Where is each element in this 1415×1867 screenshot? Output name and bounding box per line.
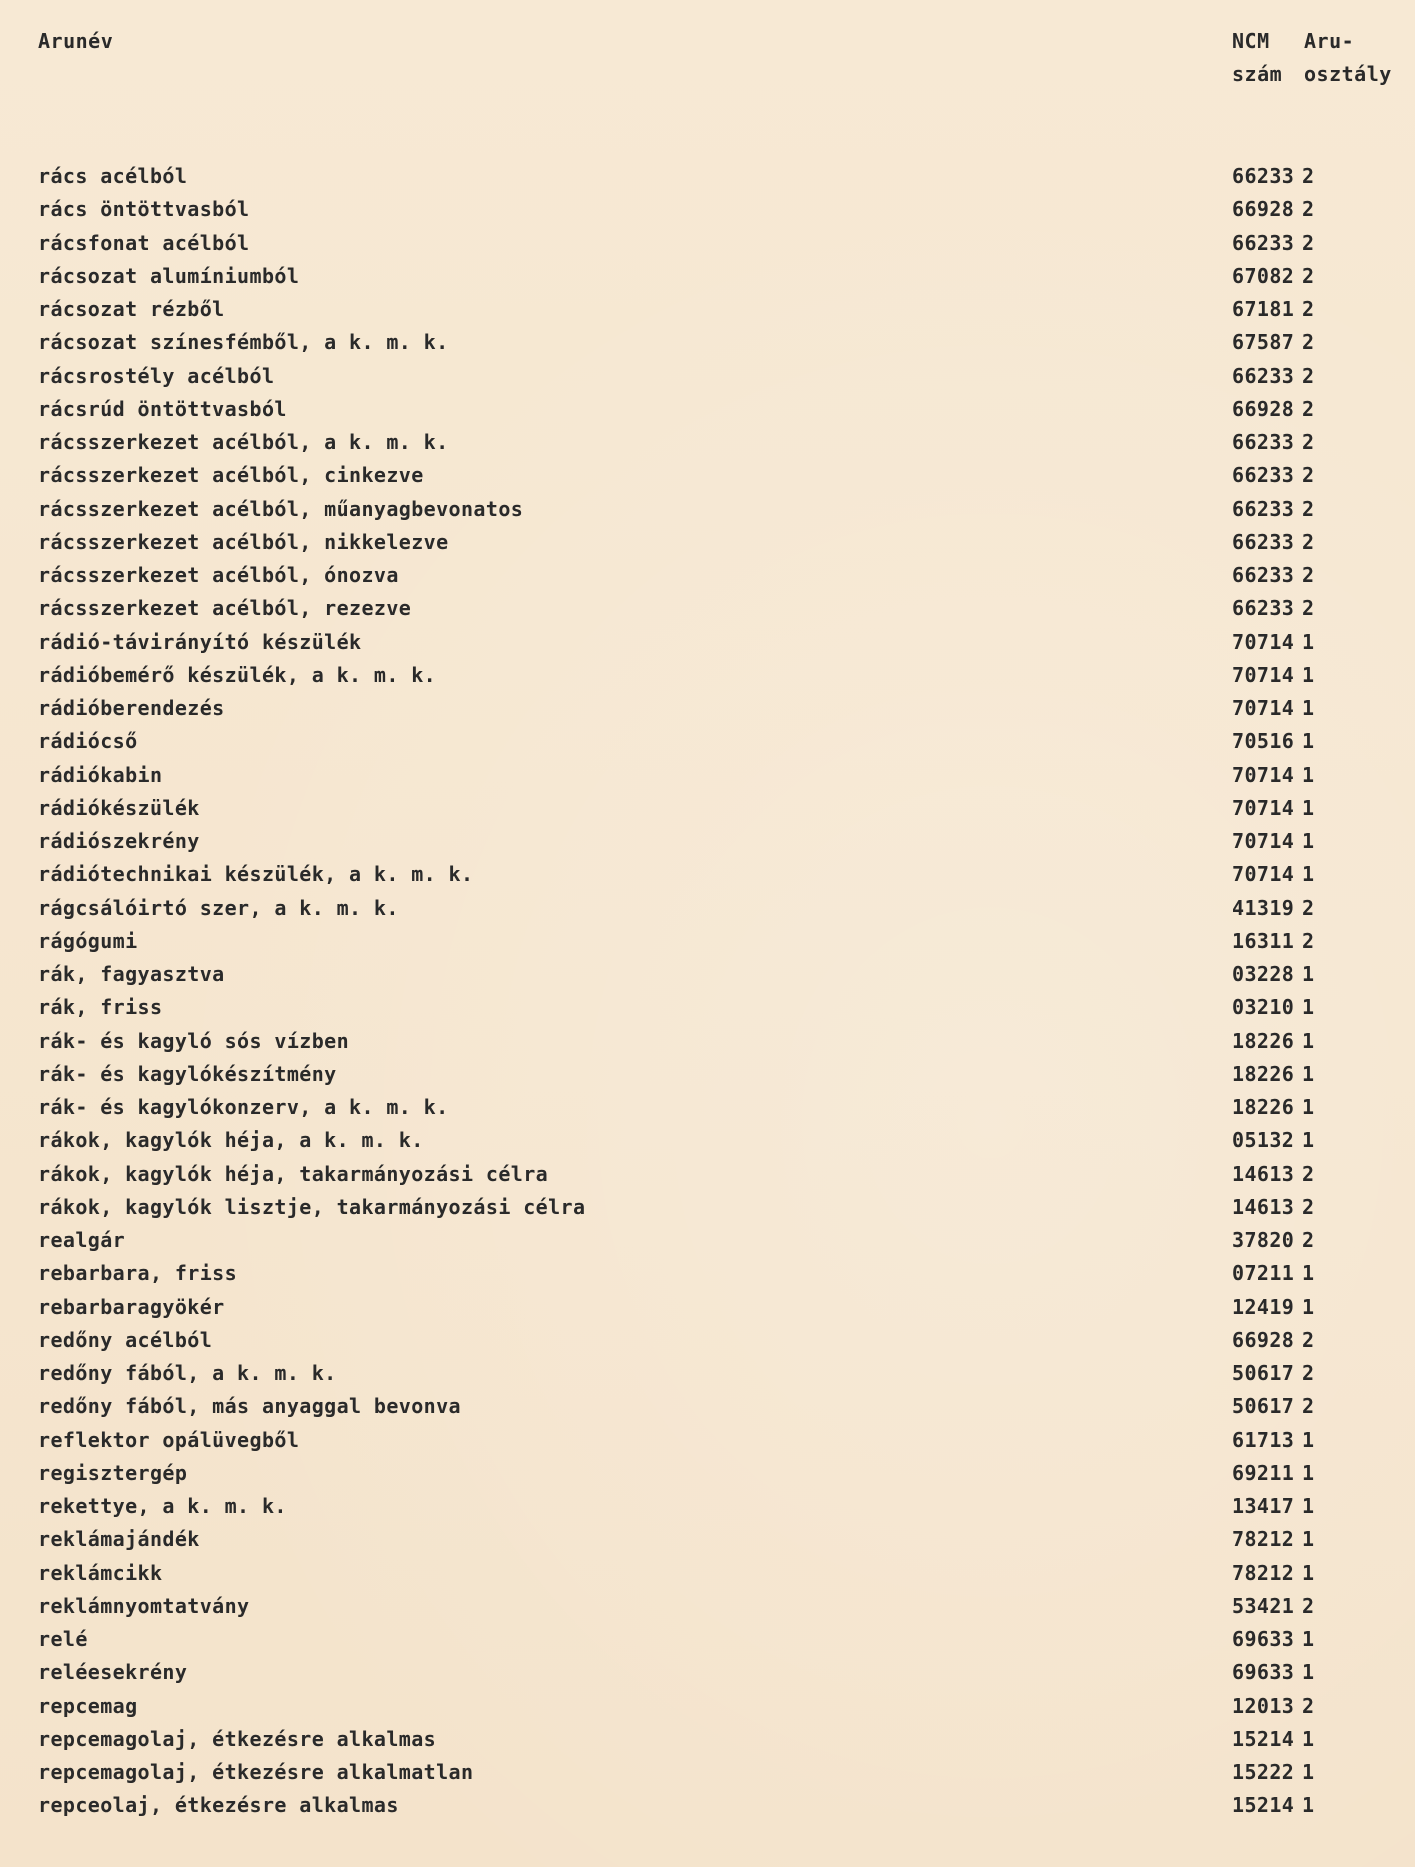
product-name: rágógumi <box>38 928 138 953</box>
ncm-number: 66233 <box>1232 363 1295 388</box>
ncm-number: 67082 <box>1232 263 1295 288</box>
list-item <box>0 459 1415 492</box>
product-name: rádiókészülék <box>38 795 200 820</box>
product-class: 2 <box>1302 463 1315 488</box>
product-name: repcemag <box>38 1693 138 1718</box>
list-item <box>0 659 1415 692</box>
product-class: 1 <box>1302 729 1315 754</box>
product-class: 2 <box>1302 230 1315 255</box>
product-name: repcemagolaj, étkezésre alkalmatlan <box>38 1760 474 1784</box>
header-ncm-label-line2: szám <box>1232 62 1283 86</box>
list-item <box>0 1590 1415 1623</box>
ncm-number: 15214 <box>1232 1726 1295 1751</box>
ncm-number: 12013 <box>1232 1693 1295 1718</box>
product-name: rebarbaragyökér <box>38 1294 225 1319</box>
product-class: 2 <box>1302 1161 1315 1186</box>
product-class: 2 <box>1302 263 1315 288</box>
list-item <box>0 326 1415 359</box>
ncm-number: 18226 <box>1232 1061 1295 1086</box>
product-name: rákok, kagylók héja, takarmányozási célra <box>38 1161 549 1186</box>
ncm-number: 70516 <box>1232 729 1295 754</box>
product-class: 1 <box>1302 1427 1315 1452</box>
list-item <box>0 759 1415 792</box>
product-class: 2 <box>1302 1394 1315 1419</box>
product-name: rágcsálóirtó szer, a k. m. k. <box>38 895 399 920</box>
ncm-number: 13417 <box>1232 1494 1295 1518</box>
ncm-number: 69633 <box>1232 1627 1295 1651</box>
ncm-number: 16311 <box>1232 928 1295 953</box>
ncm-number: 66233 <box>1232 430 1295 454</box>
list-item <box>0 692 1415 725</box>
product-class: 2 <box>1302 1228 1315 1252</box>
product-class: 2 <box>1302 563 1315 587</box>
ncm-number: 61713 <box>1232 1427 1295 1452</box>
product-class: 2 <box>1302 1593 1315 1618</box>
product-name: rák- és kagylókonzerv, a k. m. k. <box>38 1095 449 1119</box>
list-item <box>0 1324 1415 1357</box>
product-name: rácsrúd öntöttvasból <box>38 396 287 421</box>
ncm-number: 70714 <box>1232 696 1295 720</box>
list-item <box>0 1789 1415 1822</box>
column-header-product-name <box>38 25 113 58</box>
list-item <box>0 925 1415 958</box>
product-name: reklámcikk <box>38 1560 163 1585</box>
list-item <box>0 1424 1415 1457</box>
ncm-number: 03228 <box>1232 962 1295 986</box>
product-name: reléesekrény <box>38 1660 188 1685</box>
product-name: rádióbemérő készülék, a k. m. k. <box>38 662 437 687</box>
ncm-number: 70714 <box>1232 829 1295 853</box>
list-item <box>0 1690 1415 1723</box>
product-name: rebarbara, friss <box>38 1261 238 1286</box>
product-name: rácsozat színesfémből, a k. m. k. <box>38 330 449 355</box>
ncm-number: 66233 <box>1232 164 1295 188</box>
ncm-number: 66233 <box>1232 596 1295 621</box>
list-item <box>0 858 1415 891</box>
ncm-number: 12419 <box>1232 1294 1295 1319</box>
header-class-label-line1: Aru- <box>1304 29 1355 53</box>
product-name: rácsozat alumíniumból <box>38 263 300 288</box>
product-class: 2 <box>1302 1361 1315 1385</box>
product-name: rádióberendezés <box>38 696 225 720</box>
product-name: rácsfonat acélból <box>38 230 250 255</box>
list-item <box>0 958 1415 991</box>
product-class: 2 <box>1302 396 1315 421</box>
list-item <box>0 1091 1415 1124</box>
product-class: 1 <box>1302 662 1315 687</box>
product-class: 1 <box>1302 1460 1315 1485</box>
product-class: 2 <box>1302 928 1315 953</box>
product-name: rádiótechnikai készülék, a k. m. k. <box>38 862 474 887</box>
product-name: rádiócső <box>38 729 138 754</box>
product-name: rácsszerkezet acélból, nikkelezve <box>38 529 449 554</box>
ncm-number: 66233 <box>1232 563 1295 587</box>
product-class: 2 <box>1302 529 1315 554</box>
ncm-number: 07211 <box>1232 1261 1295 1286</box>
ncm-number: 50617 <box>1232 1394 1295 1419</box>
ncm-number: 50617 <box>1232 1361 1295 1385</box>
list-item <box>0 626 1415 659</box>
ncm-number: 15222 <box>1232 1760 1295 1784</box>
list-item <box>0 1224 1415 1257</box>
list-item <box>0 293 1415 326</box>
header-name-label: Arunév <box>38 29 114 53</box>
list-item <box>0 393 1415 426</box>
ncm-number: 66928 <box>1232 197 1295 222</box>
product-class: 1 <box>1302 1726 1315 1751</box>
list-item <box>0 1557 1415 1590</box>
list-item <box>0 825 1415 858</box>
header-class-label-line2: osztály <box>1304 62 1392 86</box>
list-item <box>0 360 1415 393</box>
product-name: rák, friss <box>38 995 163 1020</box>
column-header-ncm-number <box>1232 25 1282 91</box>
list-item <box>0 1357 1415 1390</box>
product-name: rák, fagyasztva <box>38 962 225 986</box>
product-class: 1 <box>1302 962 1315 986</box>
ncm-number: 70714 <box>1232 762 1295 787</box>
ncm-number: 14613 <box>1232 1194 1295 1219</box>
product-name: rákok, kagylók héja, a k. m. k. <box>38 1128 424 1153</box>
product-name: reklámnyomtatvány <box>38 1593 250 1618</box>
ncm-number: 66928 <box>1232 1327 1295 1352</box>
ncm-number: 66928 <box>1232 396 1295 421</box>
product-name: rádiókabin <box>38 762 163 787</box>
ncm-number: 37820 <box>1232 1228 1295 1252</box>
list-item <box>0 1457 1415 1490</box>
ncm-number: 66233 <box>1232 529 1295 554</box>
list-item <box>0 1257 1415 1290</box>
product-class: 1 <box>1302 1793 1315 1818</box>
ncm-number: 05132 <box>1232 1128 1295 1153</box>
product-name: rácsozat rézből <box>38 297 225 321</box>
ncm-number: 70714 <box>1232 795 1295 820</box>
product-name: redőny acélból <box>38 1327 213 1352</box>
product-class: 1 <box>1302 1660 1315 1685</box>
product-class: 1 <box>1302 1494 1315 1518</box>
product-name: rácsszerkezet acélból, műanyagbevonatos <box>38 496 524 521</box>
list-item <box>0 160 1415 193</box>
product-name: rák- és kagyló sós vízben <box>38 1028 350 1053</box>
list-item <box>0 892 1415 925</box>
product-class: 1 <box>1302 1261 1315 1286</box>
ncm-number: 67181 <box>1232 297 1295 321</box>
product-name: redőny fából, a k. m. k. <box>38 1361 337 1385</box>
product-class: 2 <box>1302 895 1315 920</box>
list-item <box>0 426 1415 459</box>
list-item <box>0 493 1415 526</box>
list-item <box>0 592 1415 625</box>
product-name: relé <box>38 1627 88 1651</box>
ncm-number: 14613 <box>1232 1161 1295 1186</box>
list-item <box>0 1523 1415 1556</box>
list-item <box>0 1025 1415 1058</box>
ncm-number: 78212 <box>1232 1560 1295 1585</box>
header-ncm-label-line1: NCM <box>1232 29 1270 53</box>
product-name: rácsszerkezet acélból, cinkezve <box>38 463 424 488</box>
product-name: rák- és kagylókészítmény <box>38 1061 337 1086</box>
list-item <box>0 1756 1415 1789</box>
product-class: 2 <box>1302 430 1315 454</box>
ncm-number: 41319 <box>1232 895 1295 920</box>
product-name: rácsrostély acélból <box>38 363 275 388</box>
product-name: rácsszerkezet acélból, rezezve <box>38 596 412 621</box>
list-item <box>0 1158 1415 1191</box>
product-name: rádiószekrény <box>38 829 200 853</box>
ncm-number: 66233 <box>1232 463 1295 488</box>
product-class: 2 <box>1302 496 1315 521</box>
product-class: 1 <box>1302 1527 1315 1552</box>
list-item <box>0 1191 1415 1224</box>
list-item <box>0 725 1415 758</box>
product-class: 2 <box>1302 1327 1315 1352</box>
product-class: 1 <box>1302 1095 1315 1119</box>
ncm-number: 53421 <box>1232 1593 1295 1618</box>
ncm-number: 69633 <box>1232 1660 1295 1685</box>
product-name: rekettye, a k. m. k. <box>38 1494 287 1518</box>
product-name: redőny fából, más anyaggal bevonva <box>38 1394 461 1419</box>
ncm-number: 78212 <box>1232 1527 1295 1552</box>
ncm-number: 18226 <box>1232 1028 1295 1053</box>
ncm-number: 67587 <box>1232 330 1295 355</box>
product-class: 1 <box>1302 696 1315 720</box>
product-name: rács acélból <box>38 164 188 188</box>
ncm-number: 15214 <box>1232 1793 1295 1818</box>
list-item <box>0 526 1415 559</box>
list-item <box>0 991 1415 1024</box>
product-class: 1 <box>1302 762 1315 787</box>
product-class: 1 <box>1302 1760 1315 1784</box>
product-name: rákok, kagylók lisztje, takarmányozási célra <box>38 1194 586 1219</box>
product-class: 2 <box>1302 596 1315 621</box>
product-class: 1 <box>1302 1028 1315 1053</box>
product-name: rács öntöttvasból <box>38 197 250 222</box>
product-name: reflektor opálüvegből <box>38 1427 300 1452</box>
product-name: rádió-távirányító készülék <box>38 629 362 654</box>
product-class: 2 <box>1302 1194 1315 1219</box>
column-header-product-class <box>1304 25 1392 91</box>
product-class: 1 <box>1302 1560 1315 1585</box>
product-class: 1 <box>1302 862 1315 887</box>
product-name: regisztergép <box>38 1460 188 1485</box>
product-name: rácsszerkezet acélból, a k. m. k. <box>38 430 449 454</box>
list-item <box>0 1124 1415 1157</box>
product-class: 1 <box>1302 1294 1315 1319</box>
list-item <box>0 1723 1415 1756</box>
product-class: 1 <box>1302 1128 1315 1153</box>
ncm-number: 66233 <box>1232 230 1295 255</box>
product-class: 1 <box>1302 795 1315 820</box>
ncm-number: 69211 <box>1232 1460 1295 1485</box>
list-item <box>0 260 1415 293</box>
list-item <box>0 559 1415 592</box>
ncm-number: 70714 <box>1232 629 1295 654</box>
product-class: 2 <box>1302 197 1315 222</box>
product-name: reklámajándék <box>38 1527 200 1552</box>
product-class: 2 <box>1302 363 1315 388</box>
list-item <box>0 1291 1415 1324</box>
list-item <box>0 1656 1415 1689</box>
ncm-number: 66233 <box>1232 496 1295 521</box>
product-class: 2 <box>1302 164 1315 188</box>
list-item <box>0 1390 1415 1423</box>
ncm-number: 70714 <box>1232 862 1295 887</box>
product-name: rácsszerkezet acélból, ónozva <box>38 563 399 587</box>
list-item <box>0 193 1415 226</box>
product-class: 1 <box>1302 1627 1315 1651</box>
product-name: repceolaj, étkezésre alkalmas <box>38 1793 399 1818</box>
product-class: 1 <box>1302 629 1315 654</box>
list-item <box>0 1490 1415 1523</box>
product-name: repcemagolaj, étkezésre alkalmas <box>38 1726 437 1751</box>
list-item <box>0 227 1415 260</box>
product-class: 1 <box>1302 995 1315 1020</box>
product-list <box>0 160 1415 1823</box>
list-item <box>0 792 1415 825</box>
product-class: 2 <box>1302 297 1315 321</box>
ncm-number: 70714 <box>1232 662 1295 687</box>
ncm-number: 03210 <box>1232 995 1295 1020</box>
product-class: 1 <box>1302 829 1315 853</box>
ncm-number: 18226 <box>1232 1095 1295 1119</box>
list-item <box>0 1058 1415 1091</box>
product-class: 2 <box>1302 330 1315 355</box>
list-item <box>0 1623 1415 1656</box>
product-class: 2 <box>1302 1693 1315 1718</box>
product-class: 1 <box>1302 1061 1315 1086</box>
product-name: realgár <box>38 1228 126 1252</box>
